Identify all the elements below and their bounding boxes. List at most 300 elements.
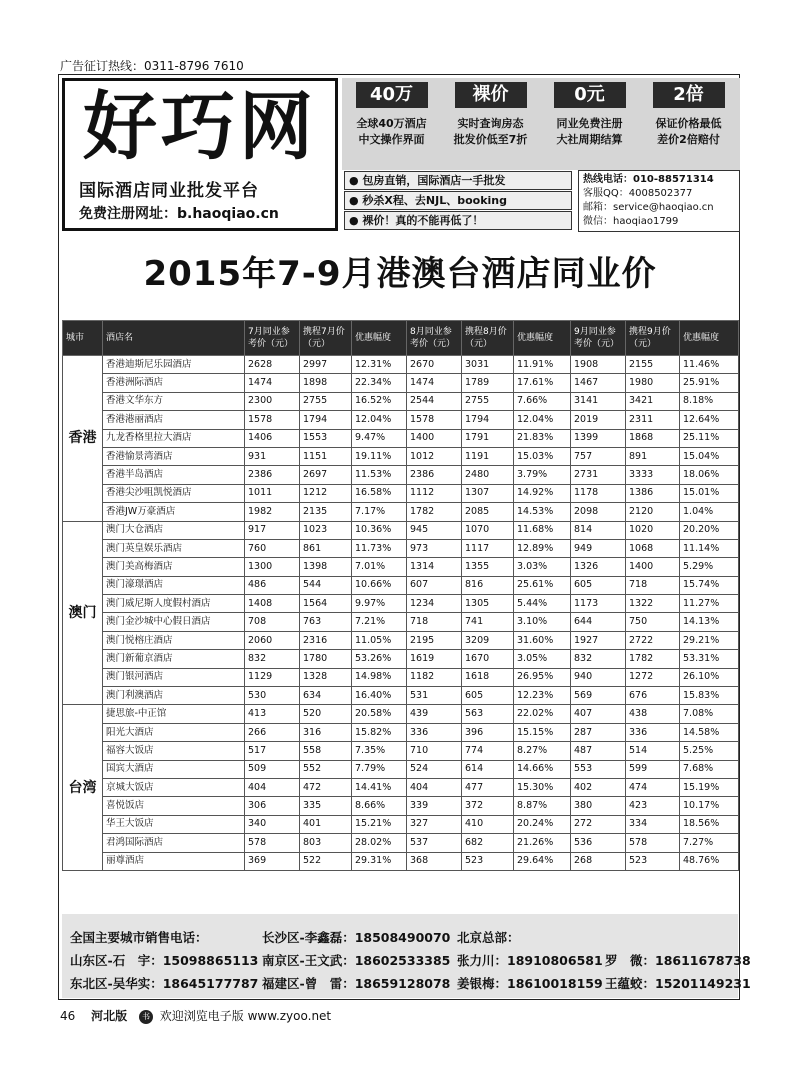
price-cell: 8.27% [514, 742, 571, 760]
price-cell: 11.27% [680, 595, 739, 613]
hotel-name-cell: 澳门威尼斯人度假村酒店 [103, 595, 245, 613]
column-header: 9月同业参考价（元） [571, 321, 626, 356]
price-cell: 945 [407, 521, 462, 539]
price-cell: 2755 [462, 392, 514, 410]
price-cell: 708 [245, 613, 300, 631]
price-cell: 22.34% [352, 374, 407, 392]
price-cell: 1406 [245, 429, 300, 447]
price-cell: 832 [245, 650, 300, 668]
price-cell: 2731 [571, 466, 626, 484]
price-cell: 327 [407, 815, 462, 833]
price-cell: 15.21% [352, 815, 407, 833]
price-cell: 410 [462, 815, 514, 833]
price-cell: 15.74% [680, 576, 739, 594]
price-cell: 316 [300, 723, 352, 741]
price-cell: 509 [245, 760, 300, 778]
price-cell: 1898 [300, 374, 352, 392]
price-cell: 7.35% [352, 742, 407, 760]
price-cell: 814 [571, 521, 626, 539]
price-cell: 5.25% [680, 742, 739, 760]
price-cell: 774 [462, 742, 514, 760]
price-cell: 2019 [571, 411, 626, 429]
price-cell: 1780 [300, 650, 352, 668]
feature-text: 中文操作界面 [358, 133, 425, 146]
price-cell: 2386 [407, 466, 462, 484]
brand-subtitle: 国际酒店同业批发平台 [79, 181, 259, 201]
table-row [63, 392, 739, 410]
price-cell: 53.26% [352, 650, 407, 668]
price-cell: 9.47% [352, 429, 407, 447]
price-cell: 7.01% [352, 558, 407, 576]
price-cell: 14.98% [352, 668, 407, 686]
table-row [63, 613, 739, 631]
price-cell: 1117 [462, 539, 514, 557]
price-cell: 7.17% [352, 503, 407, 521]
price-cell: 2480 [462, 466, 514, 484]
price-cell: 940 [571, 668, 626, 686]
price-cell: 1234 [407, 595, 462, 613]
price-cell: 2311 [626, 411, 680, 429]
price-cell: 477 [462, 778, 514, 796]
hq-contact: 王蕴蛟：15201149231 [605, 976, 751, 991]
price-cell: 3333 [626, 466, 680, 484]
price-cell: 48.76% [680, 852, 739, 870]
table-row [63, 687, 739, 705]
price-cell: 1619 [407, 650, 462, 668]
promo-item: ● 包房直销，国际酒店一手批发 [344, 171, 572, 190]
hotel-name-cell: 福容大饭店 [103, 742, 245, 760]
price-cell: 8.87% [514, 797, 571, 815]
price-cell: 522 [300, 852, 352, 870]
price-cell: 973 [407, 539, 462, 557]
price-cell: 7.79% [352, 760, 407, 778]
price-cell: 28.02% [352, 834, 407, 852]
price-cell: 3141 [571, 392, 626, 410]
price-cell: 7.68% [680, 760, 739, 778]
price-cell: 710 [407, 742, 462, 760]
price-cell: 530 [245, 687, 300, 705]
city-cell: 香港 [63, 356, 103, 522]
sales-contacts [62, 914, 751, 998]
e-edition-link[interactable]: 欢迎浏览电子版 www.zyoo.net [159, 1009, 332, 1023]
price-cell: 10.36% [352, 521, 407, 539]
hq-contact: 罗 微：18611678738 [605, 953, 751, 968]
price-cell: 514 [626, 742, 680, 760]
price-cell: 1408 [245, 595, 300, 613]
contact-phone: 热线电话：010-88571314 [583, 174, 714, 185]
price-cell: 11.73% [352, 539, 407, 557]
price-cell: 607 [407, 576, 462, 594]
price-cell: 1355 [462, 558, 514, 576]
price-cell: 272 [571, 815, 626, 833]
price-cell: 718 [626, 576, 680, 594]
price-cell: 20.58% [352, 705, 407, 723]
price-cell: 7.08% [680, 705, 739, 723]
price-cell: 1670 [462, 650, 514, 668]
price-cell: 3031 [462, 356, 514, 374]
price-cell: 9.97% [352, 595, 407, 613]
price-cell: 372 [462, 797, 514, 815]
hotel-name-cell: 君鸿国际酒店 [103, 834, 245, 852]
price-cell: 1178 [571, 484, 626, 502]
feature-text: 全球40万酒店 [356, 117, 427, 130]
price-cell: 20.20% [680, 521, 739, 539]
hotel-name-cell: 澳门新葡京酒店 [103, 650, 245, 668]
price-cell: 2628 [245, 356, 300, 374]
price-cell: 1182 [407, 668, 462, 686]
table-row [63, 484, 739, 502]
table-row [63, 356, 739, 374]
hotel-name-cell: 华王大饭店 [103, 815, 245, 833]
price-cell: 14.13% [680, 613, 739, 631]
hotel-name-cell: 九龙香格里拉大酒店 [103, 429, 245, 447]
hotel-name-cell: 国宾大酒店 [103, 760, 245, 778]
price-cell: 1782 [407, 503, 462, 521]
price-cell: 25.61% [514, 576, 571, 594]
hotel-name-cell: 香港文华东方 [103, 392, 245, 410]
table-row [63, 374, 739, 392]
hotel-name-cell: 澳门濠璟酒店 [103, 576, 245, 594]
price-cell: 563 [462, 705, 514, 723]
price-cell: 537 [407, 834, 462, 852]
column-header: 优惠幅度 [514, 321, 571, 356]
price-cell: 16.52% [352, 392, 407, 410]
price-cell: 11.14% [680, 539, 739, 557]
table-row [63, 466, 739, 484]
price-cell: 2195 [407, 631, 462, 649]
price-cell: 1328 [300, 668, 352, 686]
price-cell: 11.05% [352, 631, 407, 649]
hotel-name-cell: 捷思旅-中正馆 [103, 705, 245, 723]
table-row [63, 576, 739, 594]
price-cell: 1794 [300, 411, 352, 429]
price-cell: 438 [626, 705, 680, 723]
price-cell: 1326 [571, 558, 626, 576]
price-cell: 931 [245, 447, 300, 465]
price-cell: 2098 [571, 503, 626, 521]
feature-band [342, 78, 740, 170]
price-cell: 552 [300, 760, 352, 778]
ad-hotline: 广告征订热线：0311-8796 7610 [60, 59, 244, 73]
feature-text: 同业免费注册 [556, 117, 623, 130]
table-row [63, 705, 739, 723]
feature-badge: 裸价 [455, 82, 527, 108]
price-cell: 53.31% [680, 650, 739, 668]
price-cell: 523 [626, 852, 680, 870]
price-cell: 1927 [571, 631, 626, 649]
table-row [63, 521, 739, 539]
city-cell: 澳门 [63, 521, 103, 705]
price-cell: 2085 [462, 503, 514, 521]
price-cell: 20.24% [514, 815, 571, 833]
hotel-name-cell: 京城大饭店 [103, 778, 245, 796]
price-cell: 15.19% [680, 778, 739, 796]
table-row [63, 539, 739, 557]
brand-name: 好巧网 [83, 84, 317, 170]
price-cell: 1112 [407, 484, 462, 502]
register-url[interactable]: 免费注册网址：b.haoqiao.cn [79, 206, 279, 222]
price-cell: 750 [626, 613, 680, 631]
price-cell: 536 [571, 834, 626, 852]
price-cell: 8.66% [352, 797, 407, 815]
price-cell: 520 [300, 705, 352, 723]
hotel-name-cell: 香港港丽酒店 [103, 411, 245, 429]
price-cell: 11.91% [514, 356, 571, 374]
hotel-name-cell: 香港愉景湾酒店 [103, 447, 245, 465]
price-cell: 12.64% [680, 411, 739, 429]
hotel-name-cell: 香港迪斯尼乐园酒店 [103, 356, 245, 374]
hq-contact: 张力川：18910806581 [457, 953, 603, 968]
hotel-name-cell: 澳门悦榕庄酒店 [103, 631, 245, 649]
price-cell: 15.04% [680, 447, 739, 465]
price-cell: 7.66% [514, 392, 571, 410]
price-cell: 1.04% [680, 503, 739, 521]
price-cell: 1300 [245, 558, 300, 576]
e-book-icon: 书 [139, 1010, 153, 1024]
price-cell: 29.64% [514, 852, 571, 870]
price-cell: 517 [245, 742, 300, 760]
price-cell: 15.82% [352, 723, 407, 741]
column-header: 携程7月价（元） [300, 321, 352, 356]
price-cell: 25.91% [680, 374, 739, 392]
price-cell: 2697 [300, 466, 352, 484]
price-cell: 15.01% [680, 484, 739, 502]
price-cell: 407 [571, 705, 626, 723]
price-cell: 634 [300, 687, 352, 705]
promo-item: ● 裸价！真的不能再低了！ [344, 211, 572, 230]
contact-box [578, 170, 740, 232]
feature-text: 差价2倍赔付 [657, 133, 720, 146]
table-row [63, 797, 739, 815]
price-cell: 3.10% [514, 613, 571, 631]
hotel-name-cell: 丽尊酒店 [103, 852, 245, 870]
price-cell: 487 [571, 742, 626, 760]
price-cell: 10.66% [352, 576, 407, 594]
column-header: 优惠幅度 [352, 321, 407, 356]
price-cell: 2060 [245, 631, 300, 649]
price-cell: 1399 [571, 429, 626, 447]
price-cell: 11.53% [352, 466, 407, 484]
table-header-row [63, 321, 739, 356]
price-cell: 531 [407, 687, 462, 705]
price-cell: 832 [571, 650, 626, 668]
price-cell: 2316 [300, 631, 352, 649]
feature-text: 保证价格最低 [655, 117, 722, 130]
price-cell: 18.56% [680, 815, 739, 833]
hotel-name-cell: 香港洲际酒店 [103, 374, 245, 392]
table-row [63, 760, 739, 778]
price-cell: 1386 [626, 484, 680, 502]
price-cell: 578 [626, 834, 680, 852]
price-cell: 336 [407, 723, 462, 741]
price-cell: 1578 [407, 411, 462, 429]
price-cell: 1980 [626, 374, 680, 392]
price-cell: 7.27% [680, 834, 739, 852]
price-cell: 2300 [245, 392, 300, 410]
price-cell: 1791 [462, 429, 514, 447]
price-cell: 1151 [300, 447, 352, 465]
price-cell: 3.79% [514, 466, 571, 484]
price-cell: 3.05% [514, 650, 571, 668]
price-cell: 14.66% [514, 760, 571, 778]
promo-item: ● 秒杀X程、去NJL、booking [344, 191, 572, 210]
price-cell: 2722 [626, 631, 680, 649]
feature-text: 实时查询房态 [457, 117, 524, 130]
feature-1 [342, 78, 441, 170]
edition-label: 河北版 [91, 1009, 128, 1023]
price-cell: 14.92% [514, 484, 571, 502]
column-header: 7月同业参考价（元） [245, 321, 300, 356]
price-cell: 1474 [407, 374, 462, 392]
price-cell: 5.29% [680, 558, 739, 576]
price-cell: 12.89% [514, 539, 571, 557]
price-cell: 3421 [626, 392, 680, 410]
price-cell: 16.58% [352, 484, 407, 502]
price-cell: 15.03% [514, 447, 571, 465]
price-cell: 22.02% [514, 705, 571, 723]
page-title: 2015年7-9月港澳台酒店同业价 [143, 254, 657, 294]
price-cell: 8.18% [680, 392, 739, 410]
price-cell: 7.21% [352, 613, 407, 631]
column-header: 8月同业参考价（元） [407, 321, 462, 356]
price-cell: 1068 [626, 539, 680, 557]
sales-contact: 南京区-王文武：18602533385 [262, 953, 451, 968]
hotel-name-cell: 香港尖沙咀凯悦酒店 [103, 484, 245, 502]
price-cell: 413 [245, 705, 300, 723]
price-cell: 1578 [245, 411, 300, 429]
price-cell: 891 [626, 447, 680, 465]
price-cell: 1908 [571, 356, 626, 374]
price-cell: 369 [245, 852, 300, 870]
price-cell: 1305 [462, 595, 514, 613]
price-cell: 578 [245, 834, 300, 852]
city-cell: 台湾 [63, 705, 103, 871]
price-cell: 1011 [245, 484, 300, 502]
price-cell: 1191 [462, 447, 514, 465]
price-cell: 1307 [462, 484, 514, 502]
sales-contact: 福建区-曾 雷：18659128078 [262, 976, 451, 991]
price-cell: 334 [626, 815, 680, 833]
price-cell: 396 [462, 723, 514, 741]
feature-text: 批发价低至7折 [453, 133, 528, 146]
column-header: 携程8月价（元） [462, 321, 514, 356]
price-cell: 1020 [626, 521, 680, 539]
table-row [63, 815, 739, 833]
price-cell: 339 [407, 797, 462, 815]
price-cell: 544 [300, 576, 352, 594]
price-cell: 558 [300, 742, 352, 760]
price-cell: 401 [300, 815, 352, 833]
price-cell: 423 [626, 797, 680, 815]
table-row [63, 668, 739, 686]
price-cell: 472 [300, 778, 352, 796]
price-cell: 718 [407, 613, 462, 631]
hotel-name-cell: 澳门银河酒店 [103, 668, 245, 686]
price-cell: 12.31% [352, 356, 407, 374]
sales-heading: 全国主要城市销售电话： [70, 930, 208, 945]
hotel-name-cell: 喜悦饭店 [103, 797, 245, 815]
price-cell: 2544 [407, 392, 462, 410]
price-cell: 861 [300, 539, 352, 557]
table-row [63, 852, 739, 870]
price-cell: 1212 [300, 484, 352, 502]
contact-email[interactable]: 邮箱：service@haoqiao.cn [583, 202, 714, 213]
table-row [63, 429, 739, 447]
price-cell: 287 [571, 723, 626, 741]
hotel-name-cell: 阳光大酒店 [103, 723, 245, 741]
price-cell: 741 [462, 613, 514, 631]
price-cell: 605 [571, 576, 626, 594]
feature-text: 大社周期结算 [556, 133, 623, 146]
table-row [63, 650, 739, 668]
contact-wechat: 微信：haoqiao1799 [583, 216, 679, 227]
price-cell: 19.11% [352, 447, 407, 465]
price-cell: 1564 [300, 595, 352, 613]
promo-bullets [342, 170, 575, 232]
price-cell: 1400 [407, 429, 462, 447]
table-row [63, 503, 739, 521]
table-row [63, 411, 739, 429]
price-cell: 404 [407, 778, 462, 796]
price-cell: 1398 [300, 558, 352, 576]
column-header: 优惠幅度 [680, 321, 739, 356]
price-cell: 3.03% [514, 558, 571, 576]
table-row [63, 595, 739, 613]
price-cell: 5.44% [514, 595, 571, 613]
price-cell: 1474 [245, 374, 300, 392]
feature-badge: 2倍 [653, 82, 725, 108]
price-cell: 14.58% [680, 723, 739, 741]
feature-badge: 0元 [554, 82, 626, 108]
price-cell: 10.17% [680, 797, 739, 815]
price-cell: 268 [571, 852, 626, 870]
price-cell: 1789 [462, 374, 514, 392]
sales-contact: 山东区-石 宇：15098865113 [70, 953, 259, 968]
price-cell: 949 [571, 539, 626, 557]
column-header: 城市 [63, 321, 103, 356]
price-cell: 306 [245, 797, 300, 815]
price-cell: 340 [245, 815, 300, 833]
price-cell: 12.04% [514, 411, 571, 429]
price-cell: 2755 [300, 392, 352, 410]
price-cell: 1322 [626, 595, 680, 613]
price-cell: 1012 [407, 447, 462, 465]
price-cell: 11.68% [514, 521, 571, 539]
price-cell: 2670 [407, 356, 462, 374]
price-cell: 11.46% [680, 356, 739, 374]
price-cell: 1794 [462, 411, 514, 429]
price-cell: 1982 [245, 503, 300, 521]
price-cell: 16.40% [352, 687, 407, 705]
price-cell: 816 [462, 576, 514, 594]
hotel-name-cell: 澳门金沙城中心假日酒店 [103, 613, 245, 631]
price-cell: 2155 [626, 356, 680, 374]
price-cell: 336 [626, 723, 680, 741]
table-row [63, 631, 739, 649]
price-cell: 644 [571, 613, 626, 631]
price-cell: 569 [571, 687, 626, 705]
table-row [63, 558, 739, 576]
price-cell: 1400 [626, 558, 680, 576]
price-cell: 2386 [245, 466, 300, 484]
hotel-name-cell: 香港半岛酒店 [103, 466, 245, 484]
price-cell: 599 [626, 760, 680, 778]
price-table [62, 320, 739, 871]
price-cell: 15.15% [514, 723, 571, 741]
price-cell: 18.06% [680, 466, 739, 484]
price-cell: 29.21% [680, 631, 739, 649]
price-cell: 335 [300, 797, 352, 815]
